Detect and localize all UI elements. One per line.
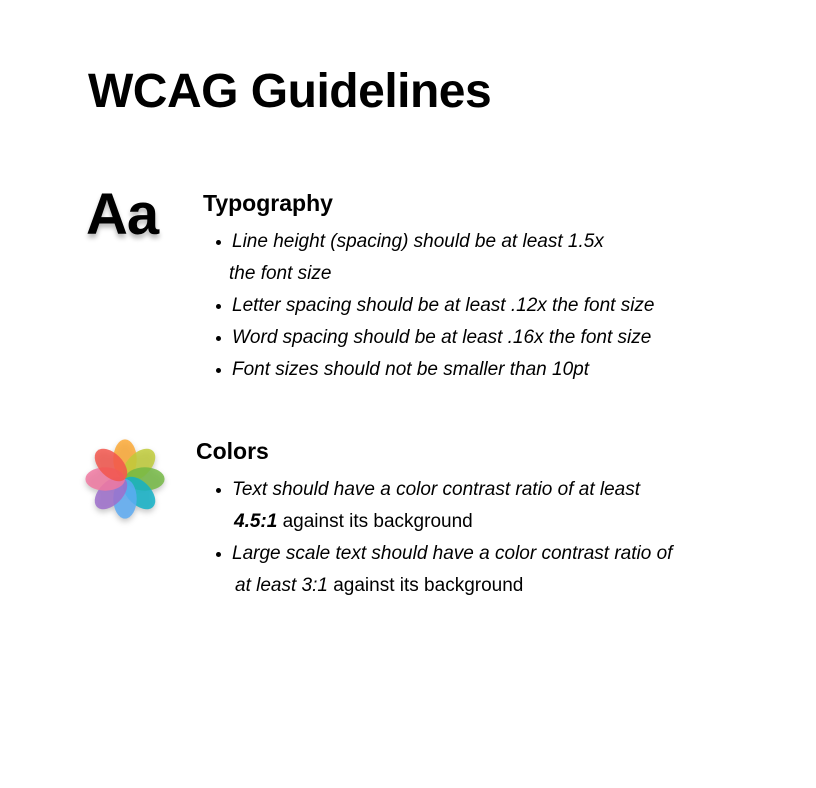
typography-icon: Aa bbox=[86, 182, 159, 247]
large-text-ratio: at least 3:1 bbox=[235, 575, 328, 596]
typography-list bbox=[215, 226, 795, 386]
list-item bbox=[215, 474, 795, 538]
colors-list bbox=[215, 474, 795, 602]
large-text-rule-continued bbox=[235, 570, 795, 602]
list-item bbox=[215, 290, 795, 322]
contrast-rule: Text should have a color contrast ratio of at least bbox=[232, 479, 641, 500]
list-item bbox=[215, 322, 795, 354]
line-height-rule-continued: the font size bbox=[229, 263, 332, 284]
list-item bbox=[215, 538, 795, 602]
contrast-rule-continued bbox=[234, 506, 795, 538]
contrast-rule-tail: against its background bbox=[282, 511, 473, 532]
colors-heading: Colors bbox=[196, 438, 269, 464]
list-item bbox=[215, 226, 795, 290]
photos-flower-icon bbox=[80, 434, 170, 524]
word-spacing-rule: Word spacing should be at least .16x the font size bbox=[232, 327, 652, 348]
list-item bbox=[215, 354, 795, 386]
font-size-rule: Font sizes should not be smaller than 10pt bbox=[232, 359, 589, 380]
contrast-ratio: 4.5:1 bbox=[234, 511, 278, 532]
page-title: WCAG Guidelines bbox=[88, 65, 492, 118]
line-height-rule: Line height (spacing) should be at least 1.5x bbox=[232, 231, 604, 252]
letter-spacing-rule: Letter spacing should be at least .12x the font size bbox=[232, 295, 655, 316]
typography-heading: Typography bbox=[203, 190, 333, 216]
large-text-rule-tail: against its background bbox=[333, 575, 524, 596]
large-text-rule: Large scale text should have a color contrast ratio of bbox=[232, 543, 673, 564]
